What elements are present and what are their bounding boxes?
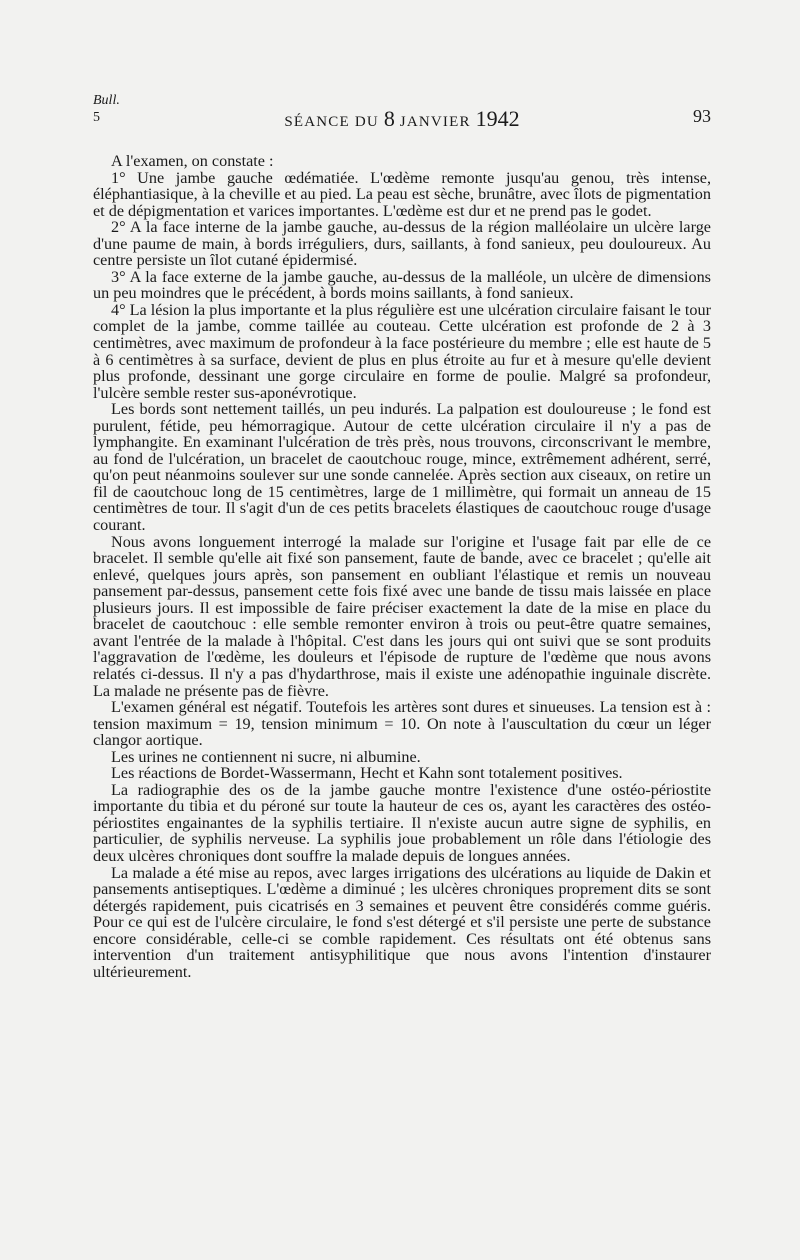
- page-number: 93: [693, 106, 711, 126]
- header-title-pre: SÉANCE DU: [284, 114, 384, 130]
- header-title-mid: JANVIER: [394, 114, 476, 130]
- header-title-year: 1942: [475, 106, 520, 131]
- body-text: [93, 153, 711, 980]
- paragraph: 2° A la face interne de la jambe gauche, au-dessus de la région malléolaire un ulcère large d'une paume de main, à bords irréguliers, durs, saillants, à fond sanieux, peu douloureux. Au centre persiste un îlot cutané épidermisé.: [93, 218, 711, 270]
- running-header: [93, 104, 711, 131]
- paragraph: 3° A la face externe de la jambe gauche, au-dessus de la malléole, un ulcère de dimensions un peu moindres que le précédent, à bords moins saillants, à fond sanieux.: [93, 267, 711, 303]
- paragraph: Les urines ne contiennent ni sucre, ni albumine.: [111, 747, 421, 766]
- paragraph: 4° La lésion la plus importante et la plus régulière est une ulcération circulaire faisant le tour complet de la jambe, comme taillée au couteau. Cette ulcération est profonde de 2 à 3 centimètres, avec maximum de profondeur à la face postérieure du membre ; elle est haute de 5 à 6 centimètres à sa surface, devient de plus en plus étroite au fur et à mesure qu'elle devient plus profonde, dessinant une gorge circulaire en forme de poulie. Malgré sa profondeur, l'ulcère semble rester sus-aponévrotique.: [93, 300, 711, 402]
- paragraph: La malade a été mise au repos, avec larges irrigations des ulcérations au liquide de Dakin et pansements antiseptiques. L'œdème a diminué ; les ulcères chroniques proprement dits se sont détergés rapidement, puis cicatrisés en 3 semaines et peuvent être considérés comme guéris. Pour ce qui est de l'ulcère circulaire, le fond s'est détergé et s'il persiste une perte de substance encore considérable, celle-ci se comble rapidement. Ces résultats ont été obtenus sans intervention d'un traitement antisyphilitique que nous avons l'intention d'instaurer ultérieurement.: [93, 863, 711, 981]
- header-title-day: 8: [383, 106, 395, 131]
- header-title: [93, 106, 711, 132]
- margin-annotation-line-1: Bull.: [93, 93, 120, 108]
- paragraph: 1° Une jambe gauche œdématiée. L'œdème remonte jusqu'au genou, très intense, éléphantiasique, à la cheville et au pied. La peau est sèche, brunâtre, avec îlots de pigmentation et de dépigmentation et varices importantes. L'œdème est dur et ne prend pas le godet.: [93, 168, 711, 220]
- paragraph: Les réactions de Bordet-Wassermann, Hecht et Kahn sont totalement positives.: [111, 764, 623, 783]
- paragraph: Nous avons longuement interrogé la malade sur l'origine et l'usage fait par elle de ce bracelet. Il semble qu'elle ait fixé son pansement, faute de bande, avec ce bracelet ; qu'elle ait enlevé, quelques jours après, son pansement en oubliant l'élastique et remis un nouveau pansement par-dessus, pansement cette fois fixé avec une bande de tissu mais laissée en place plusieurs jours. Il est impossible de faire préciser exactement la date de la mise en place du bracelet de caoutchouc : elle semble remonter environ à trois ou peut-être quatre semaines, avant l'entrée de la malade à l'hôpital. C'est dans les jours qui ont suivi que se sont produits l'aggravation de l'œdème, les douleurs et l'épisode de rupture de l'œdème que nous avons relatés ci-dessus. Il n'y a pas d'hydarthrose, mais il existe une adénopathie inguinale discrète. La malade ne présente pas de fièvre.: [93, 532, 711, 700]
- paragraph: L'examen général est négatif. Toutefois les artères sont dures et sinueuses. La tension est à : tension maximum = 19, tension minimum = 10. On note à l'auscultation du cœur un léger clangor aortique.: [93, 698, 711, 750]
- paragraph: Les bords sont nettement taillés, un peu indurés. La palpation est douloureuse ; le fond est purulent, fétide, peu hémorragique. Autour de cette ulcération circulaire il n'y a pas de lymphangite. En examinant l'ulcération de très près, nous trouvons, circonscrivant le membre, au fond de l'ulcération, un bracelet de caoutchouc rouge, mince, extrêmement adhérent, serré, qu'on peut néanmoins soulever sur une sonde cannelée. Après section aux ciseaux, on retire un fil de caoutchouc long de 15 centimètres, large de 1 millimètre, qui formait un anneau de 15 centimètres de tour. Il s'agit d'un de ces petits bracelets élastiques de caoutchouc rouge d'usage courant.: [93, 400, 711, 535]
- paragraph: La radiographie des os de la jambe gauche montre l'existence d'une ostéo-périostite importante du tibia et du péroné sur toute la hauteur de ces os, ayant les caractères des ostéo-périostites engainantes de la syphilis tertiaire. Il n'existe aucun autre signe de syphilis, en particulier, de syphilis nerveuse. La syphilis joue probablement un rôle dans l'étiologie des deux ulcères chroniques dont souffre la malade depuis de longues années.: [93, 780, 711, 865]
- paragraph: A l'examen, on constate :: [111, 152, 274, 170]
- margin-annotation-line-2: 5: [93, 110, 100, 125]
